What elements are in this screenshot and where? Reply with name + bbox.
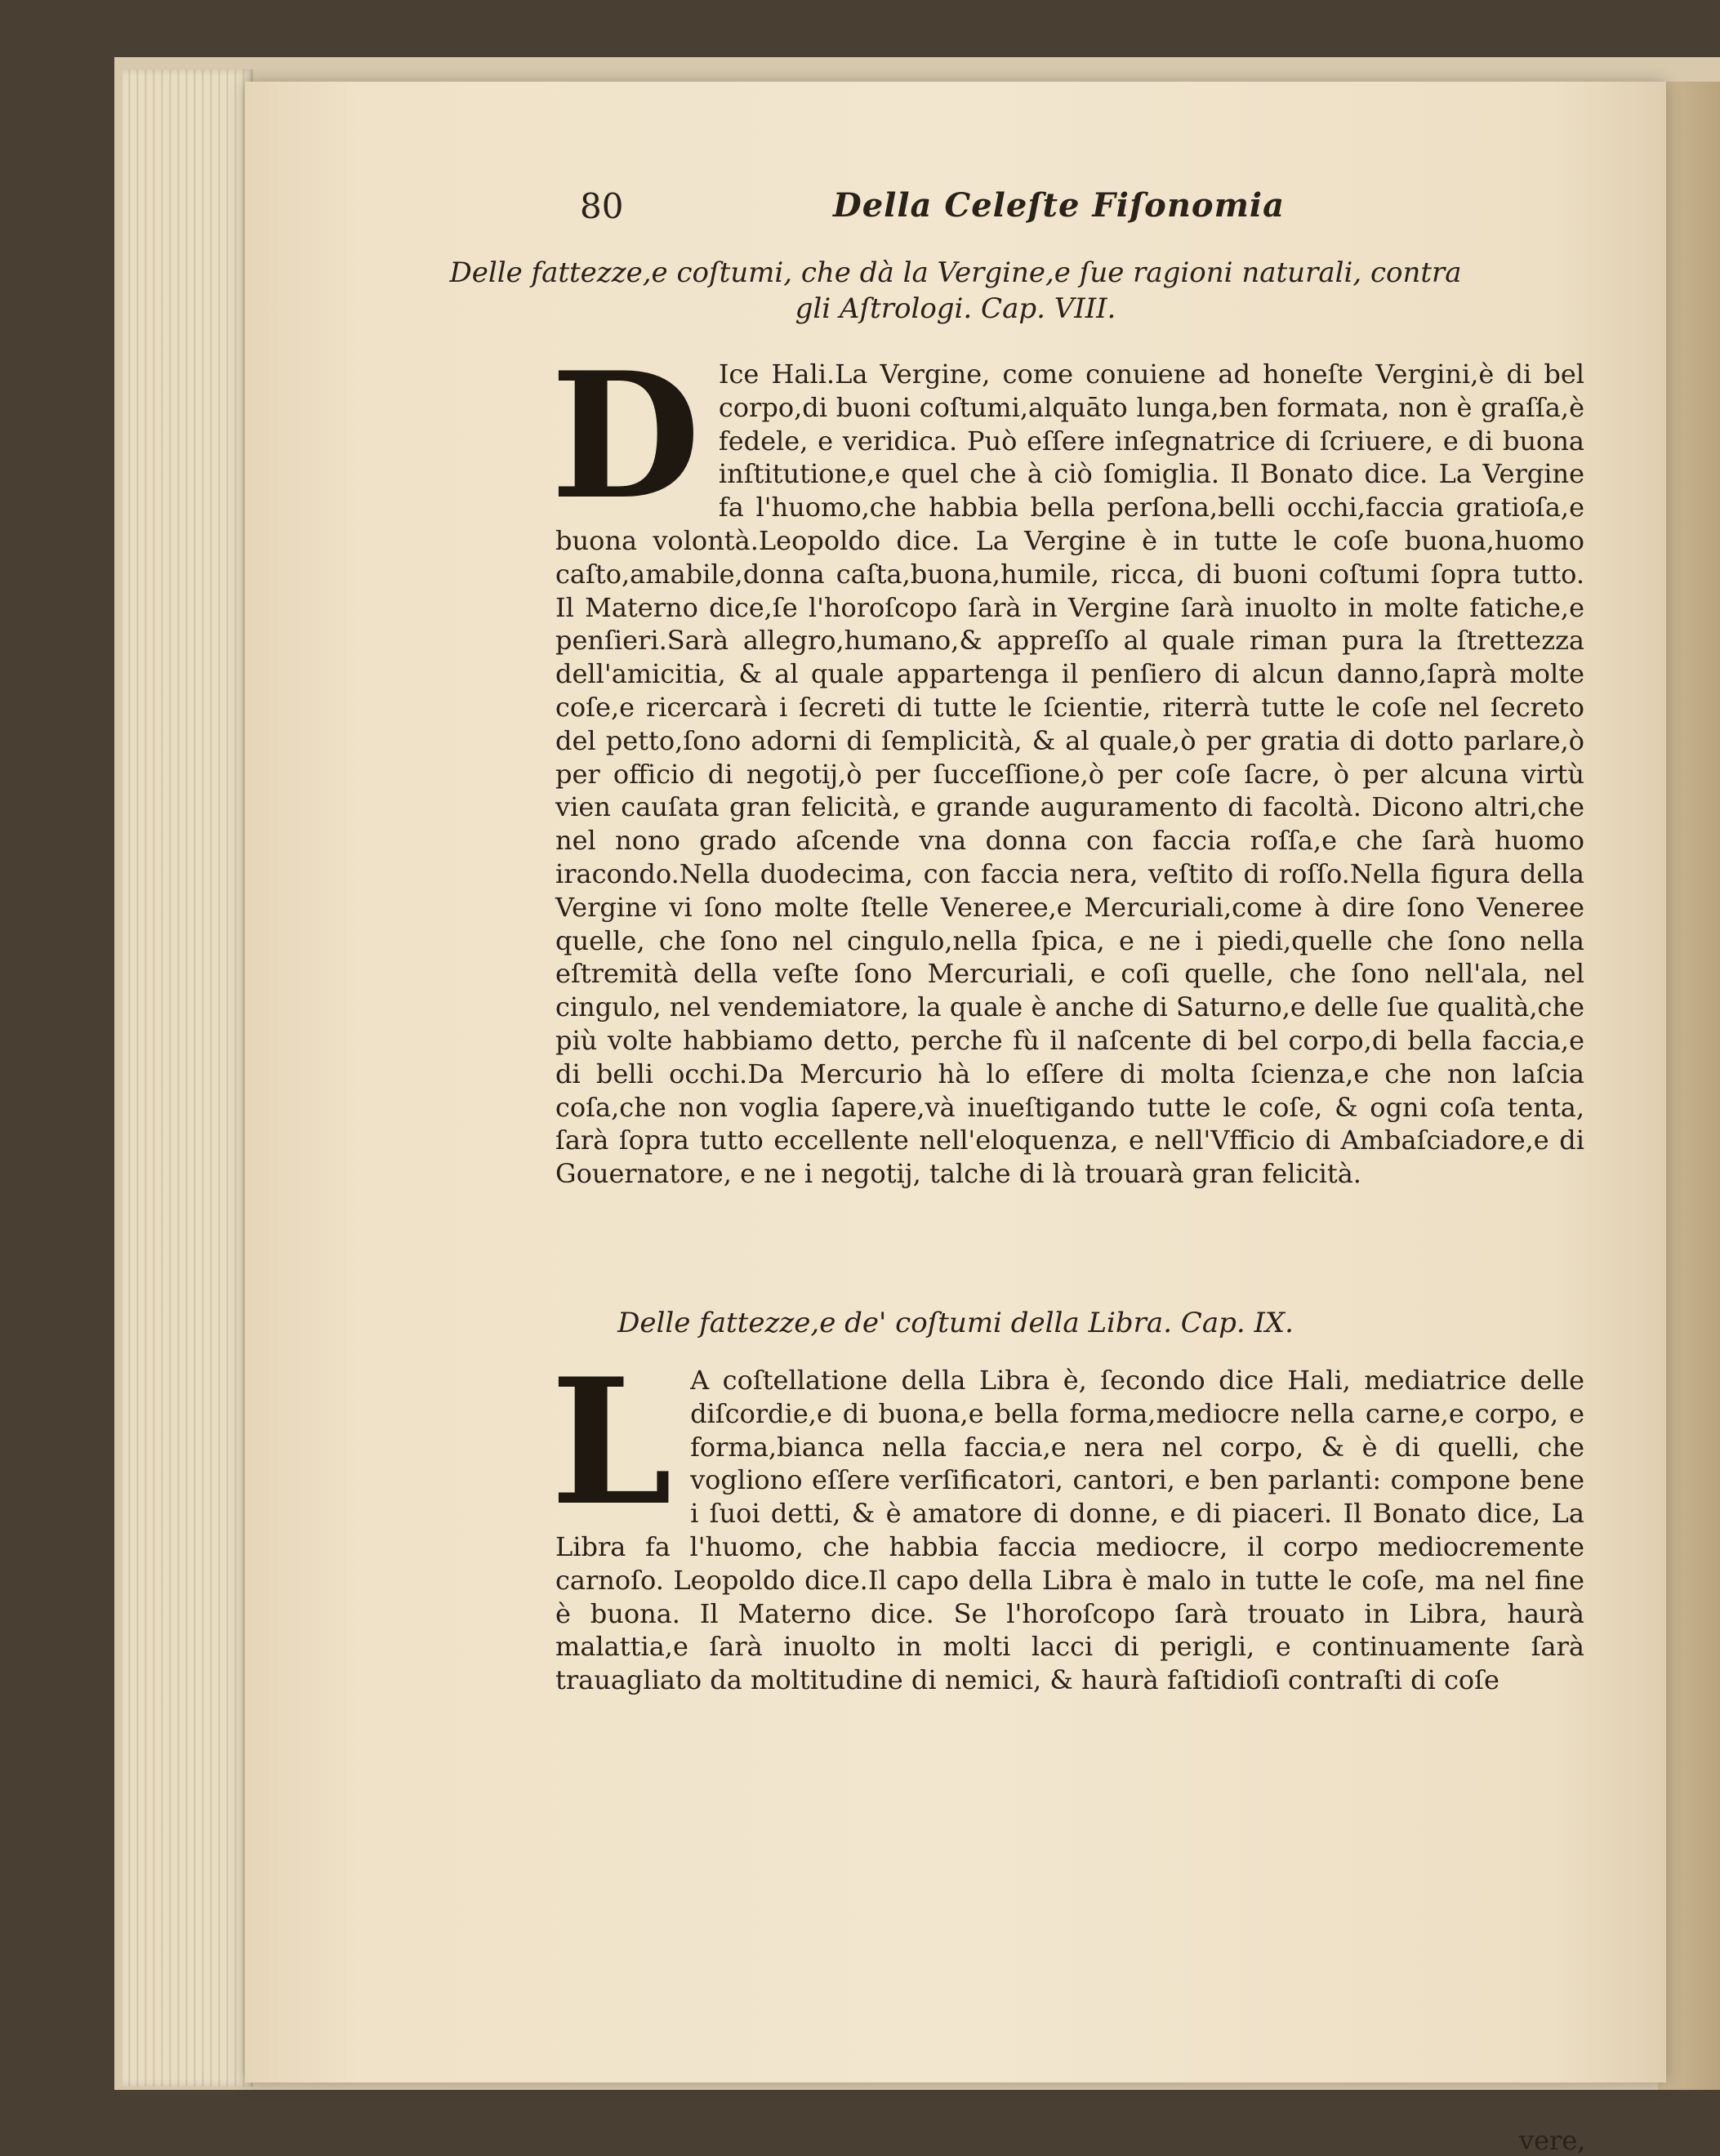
- chapter-8-title-line-1: Delle fattezze,e coſtumi, che dà la Vergine,e ſue ragioni naturali, contra: [449, 256, 1462, 289]
- chapter-8-title: [310, 255, 1601, 327]
- chapter-8-body: [550, 334, 1584, 1191]
- chapter-9-text: A coſtellatione della Libra è, ſecondo dice Hali, mediatrice delle diſcordie,e di buona,e bella forma,mediocre nella carne,e corpo, e forma,bianca nella faccia,e nera nel corpo, & è di quelli, che vogliono eſſere verſificatori, cantori, e ben parlanti: compone bene i ſuoi detti, & è amatore di donne, e di piaceri. Il Bonato dice, La Libra fa l'huomo, che habbia faccia mediocre, il corpo mediocremente carnoſo. Leopoldo dice.Il capo della Libra è malo in tutte le coſe, ma nel fine è buona. Il Materno dice. Se l'horoſcopo ſarà trouato in Libra, haurà malattia,e ſarà inuolto in molti lacci di perigli, e continuamente ſarà trauagliato da moltitudine di nemici, & haurà faſtidioſi contraſti di coſe: [555, 1365, 1584, 1696]
- chapter-9-title: Delle fattezze,e de' coſtumi della Libra. Cap. IX.: [617, 1307, 1294, 1339]
- facing-page-edge: [1658, 82, 1720, 2090]
- chapter-8-text: Ice Hali.La Vergine, come conuiene ad honeſte Vergini,è di bel corpo,di buoni coſtumi,alquāto lunga,ben formata, non è graſſa,è fedele, e veridica. Può eſſere inſegnatrice di ſcriuere, e di buona inſtitutione,e quel che à ciò ſomiglia. Il Bonato dice. La Vergine fa l'huomo,che habbia bella perſona,belli occhi,faccia gratioſa,e buona volontà.Leopoldo dice. La Vergine è in tutte le coſe buona,huomo caſto,amabile,donna caſta,buona,humile, ricca, di buoni coſtumi ſopra tutto. Il Materno dice,ſe l'horoſcopo ſarà in Vergine ſarà inuolto in molte fatiche,e penſieri.Sarà allegro,humano,& appreſſo al quale riman pura la ſtrettezza dell'amicitia, & al quale appartenga il penſiero di alcun danno,ſaprà molte coſe,e ricercarà i ſecreti di tutte le ſcientie, riterrà tutte le coſe nel ſecreto del petto,ſono adorni di ſemplicità, & al quale,ò per gratia di dotto parlare,ò per officio di negotij,ò per ſucceſſione,ò per coſe ſacre, ò per alcuna virtù vien cauſata gran felicità, e grande auguramento di facoltà. Dicono altri,che nel nono grado aſcende vna donna con faccia roſſa,e che ſarà huomo iracondo.Nella duodecima, con faccia nera, veſtito di roſſo.Nella figura della Vergine vi ſono molte ſtelle Veneree,e Mercuriali,come à dire ſono Veneree quelle, che ſono nel cingulo,nella ſpica, e ne i piedi,quelle che ſono nella eſtremità della veſte ſono Mercuriali, e coſi quelle, che ſono nell'ala, nel cingulo, nel vendemiatore, la quale è anche di Saturno,e delle ſue qualità,che più volte habbiamo detto, perche fù il naſcente di bel corpo,di bella faccia,e di belli occhi.Da Mercurio hà lo eſſere di molta ſcienza,e che non laſcia coſa,che non voglia ſapere,và inueſtigando tutte le coſe, & ogni coſa tenta, ſarà ſopra tutto eccellente nell'eloquenza, e nell'Vfficio di Ambaſciadore,e di Gouernatore, e ne i negotij, talche di là trouarà gran felicità.: [555, 359, 1584, 1190]
- chapter-9-body: [550, 1340, 1584, 1697]
- page-number: 80: [580, 186, 624, 226]
- catchword: vere,: [1519, 2125, 1586, 2156]
- chapter-8-dropcap: D: [550, 334, 701, 537]
- chapter-8-title-line-2: gli Aſtrologi. Cap. VIII.: [795, 292, 1116, 325]
- running-title: Della Celeſte Fiſonomia: [833, 186, 1286, 225]
- page-edges: [123, 69, 253, 2087]
- chapter-9-dropcap: L: [550, 1340, 673, 1544]
- running-head: [310, 186, 1601, 235]
